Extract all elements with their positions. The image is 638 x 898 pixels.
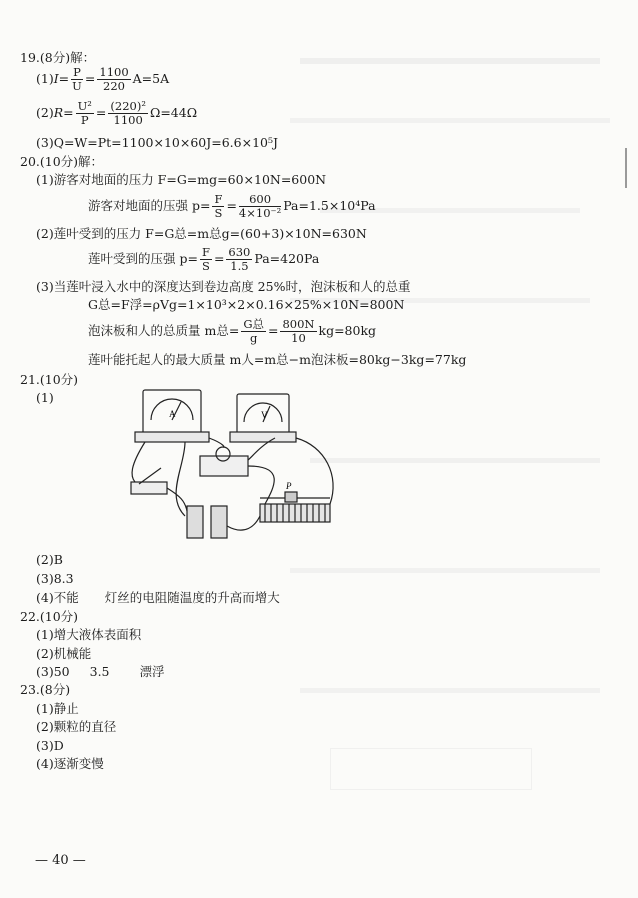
q19-part1: (1)I= $\frac{P}{U}$ = $\frac{1100}{220}$ A=5A (36, 65, 170, 93)
circuit-diagram (125, 386, 355, 546)
q19-part1-label: (1) (36, 71, 54, 86)
q21-part4-reason: 灯丝的电阻随温度的升高而增大 (104, 590, 280, 605)
q19-part1-result: A=5A (132, 71, 170, 86)
battery-2 (211, 506, 227, 538)
q21-heading: 21.(10分) (20, 372, 79, 387)
q23-part1: (1)静止 (36, 701, 79, 716)
q19-part3: (3)Q=W=Pt=1100×10×60J=6.6×10⁵J (36, 135, 278, 150)
lamp-holder (200, 456, 248, 476)
page-number: — 40 — (35, 853, 86, 868)
voltmeter-label: V (261, 410, 268, 420)
fraction: $\frac{630}{1.5}$ (228, 245, 251, 273)
switch-base (131, 482, 167, 494)
q23-part2: (2)颗粒的直径 (36, 719, 117, 734)
fraction: $\frac{F}{S}$ (214, 192, 223, 220)
battery-1 (187, 506, 203, 538)
q21-part3: (3)8.3 (36, 571, 74, 586)
q22-part3: (3)50 3.5 漂浮 (36, 664, 165, 679)
q21-part1-label: (1) (36, 390, 54, 405)
fraction: $\frac{\text{(220)²}}{1100}$ (110, 99, 146, 127)
q21-part4: (4)不能 灯丝的电阻随温度的升高而增大 (36, 590, 280, 605)
q20-line1: (1)游客对地面的压力 F=G=mg=60×10N=600N (36, 172, 327, 187)
q22-heading: 22.(10分) (20, 609, 79, 624)
fraction: $\frac{600}{\text{4×10⁻²}}$ (238, 192, 282, 220)
page-edge-mark (625, 148, 627, 188)
fraction: G总 g (243, 317, 264, 345)
fraction: $\frac{800N}{10}$ (282, 317, 315, 345)
q20-line7: 泡沫板和人的总质量 m总= G总 g = $\frac{800N}{10}$ kg=80kg (88, 317, 377, 345)
q23-part3: (3)D (36, 738, 64, 753)
q20-line6: G总=F浮=ρVg=1×10³×2×0.16×25%×10N=800N (88, 297, 405, 312)
ammeter-label: A (169, 409, 176, 419)
fraction: $\frac{F}{S}$ (201, 245, 210, 273)
fraction: $\frac{\text{U²}}{P}$ (77, 99, 92, 127)
q20-line3: (2)莲叶受到的压力 F=G总=m总g=(60+3)×10N=630N (36, 226, 367, 241)
q21-part2: (2)B (36, 552, 63, 567)
q23-heading: 23.(8分) (20, 682, 71, 697)
fraction: $\frac{P}{U}$ (72, 65, 82, 93)
q20-line5: (3)当莲叶浸入水中的深度达到卷边高度 25%时，泡沫板和人的总重 (36, 279, 411, 294)
q20-line2: 游客对地面的压强 p= $\frac{F}{S}$ = $\frac{600}{\text{4×10⁻²}}$ Pa=1.5×10⁴Pa (88, 192, 376, 220)
q22-part2: (2)机械能 (36, 646, 92, 661)
q19-part1-lhs: I= (53, 71, 70, 86)
q19-heading: 19.(8分)解： (20, 50, 96, 65)
q22-part1: (1)增大液体表面积 (36, 627, 142, 642)
q23-part4: (4)逐渐变慢 (36, 756, 104, 771)
q20-heading: 20.(10分)解： (20, 154, 104, 169)
q20-line4: 莲叶受到的压强 p= $\frac{F}{S}$ = $\frac{630}{1.5}$ Pa=420Pa (88, 245, 320, 273)
fraction: $\frac{1100}{220}$ (99, 65, 129, 93)
slider-label: P (286, 481, 292, 491)
q20-line8: 莲叶能托起人的最大质量 m人=m总−m泡沫板=80kg−3kg=77kg (88, 352, 467, 367)
q19-part2: (2)R= $\frac{\text{U²}}{P}$ = $\frac{\text{(220)²}}{1100}$ Ω=44Ω (36, 99, 198, 127)
